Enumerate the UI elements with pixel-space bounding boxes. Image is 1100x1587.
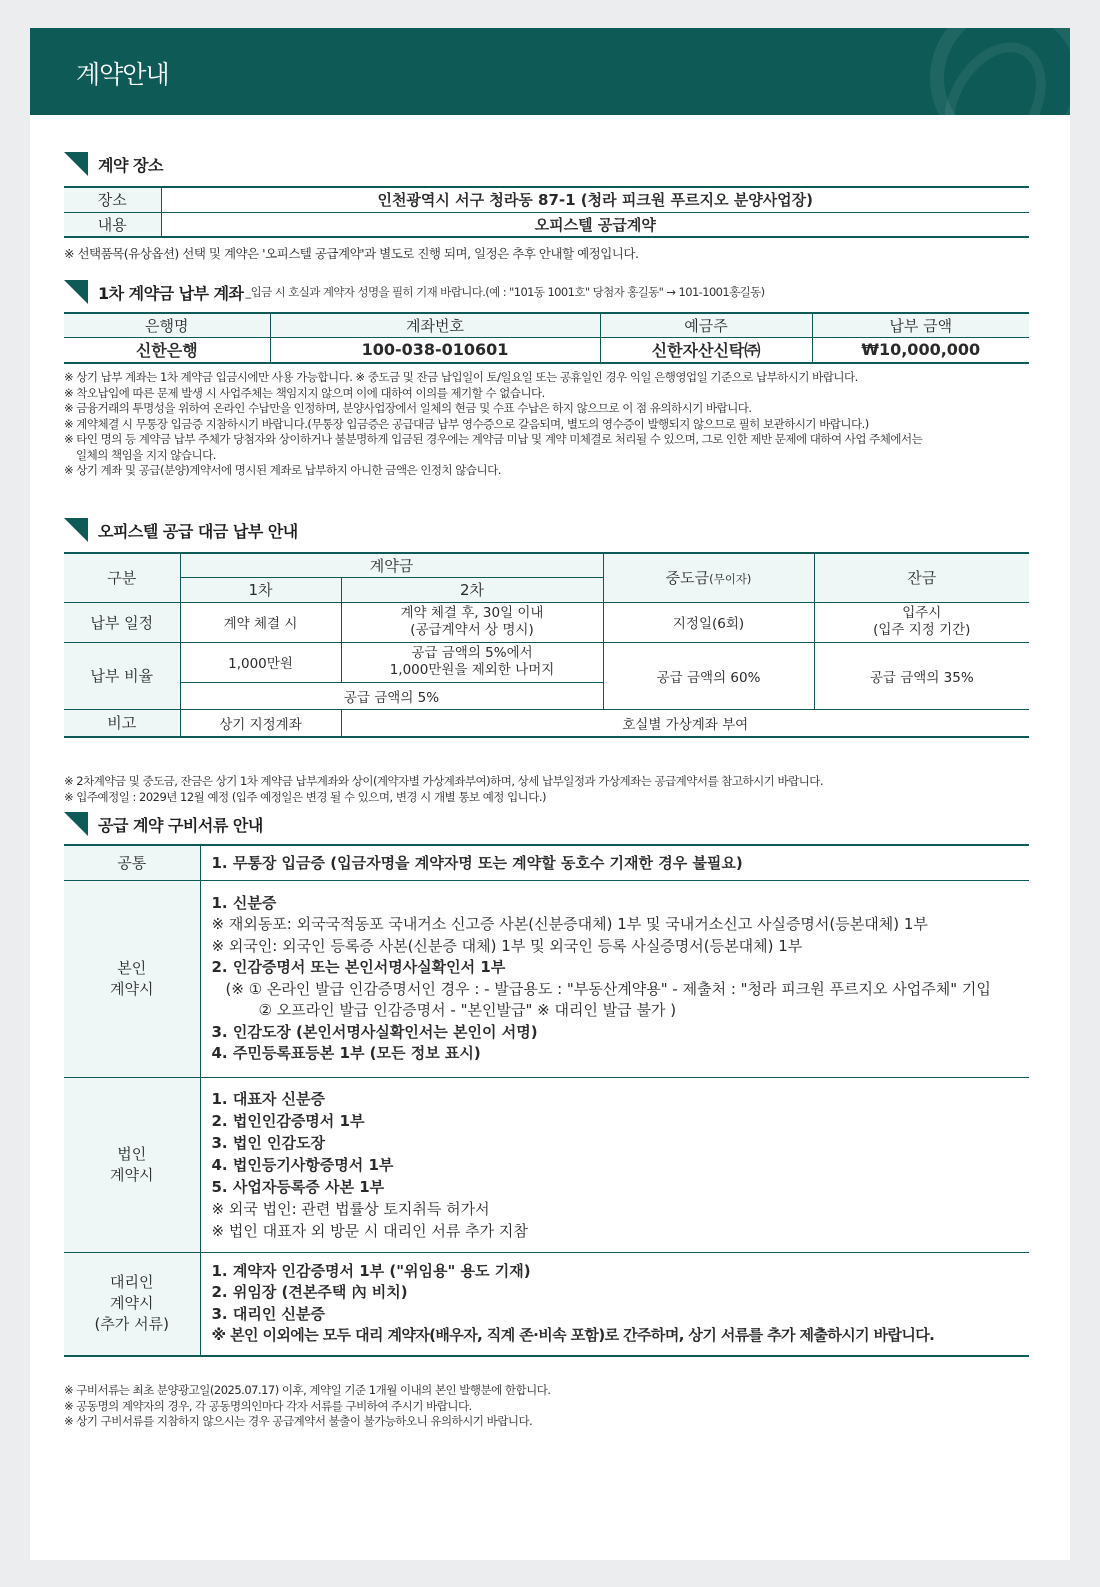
payment-ratio-middle: 공급 금액의 60% bbox=[603, 642, 814, 709]
location-table bbox=[64, 186, 1029, 238]
contract-info-page bbox=[30, 28, 1070, 1560]
payment-remark-first: 상기 지정계좌 bbox=[180, 709, 341, 737]
section-marker-icon bbox=[64, 812, 88, 836]
section-marker-icon bbox=[64, 280, 88, 304]
payment-header-middle: 중도금(무이자) bbox=[603, 553, 814, 602]
documents-common-value: 1. 무통장 입금증 (입금자명을 계약자명 또는 계약할 동호수 기재한 경우 불필요) bbox=[200, 845, 1029, 880]
documents-notes: ※ 구비서류는 최초 분양광고일(2025.07.17) 이후, 계약일 기준 1개월 이내의 본인 발행분에 한합니다. ※ 공동명의 계약자의 경우, 각 공동명의인마다 각자 서류를 구비하여 주시기 바랍니다. ※ 상기 구비서류를 지참하지 않으시는 경우 공급계약서 불출이 불가능하오니 유의하시기 바랍니다. bbox=[64, 1383, 551, 1428]
location-note: ※ 선택품목(유상옵션) 선택 및 계약은 '오피스텔 공급계약'과 별도로 진행 되며, 일정은 추후 안내할 예정입니다. bbox=[64, 246, 639, 261]
payment-schedule-first: 계약 체결 시 bbox=[180, 602, 341, 642]
section-title-account: 1차 계약금 납부 계좌 _입금 시 호실과 계약자 성명을 필히 기재 바랍니다.(예 : "101동 1001호" 당첨자 홍길동" → 101-1001홍길동) bbox=[64, 280, 765, 304]
section-marker-icon bbox=[64, 152, 88, 176]
account-header-holder: 예금주 bbox=[600, 313, 812, 337]
location-label: 장소 bbox=[64, 187, 161, 212]
payment-schedule-middle: 지정일(6회) bbox=[603, 602, 814, 642]
payment-ratio-contract-total: 공급 금액의 5% bbox=[180, 682, 603, 709]
content-label: 내용 bbox=[64, 212, 161, 237]
payment-header-balance: 잔금 bbox=[814, 553, 1029, 602]
account-instruction: _입금 시 호실과 계약자 성명을 필히 기재 바랍니다.(예 : "101동 1001호" 당첨자 홍길동" → 101-1001홍길동) bbox=[245, 285, 765, 299]
section-title-payment: 오피스텔 공급 대금 납부 안내 bbox=[64, 518, 298, 542]
section-marker-icon bbox=[64, 518, 88, 542]
payment-ratio-first: 1,000만원 bbox=[180, 642, 341, 682]
account-header-bank: 은행명 bbox=[64, 313, 270, 337]
payment-remark-label: 비고 bbox=[64, 709, 180, 737]
documents-table-wrap bbox=[64, 844, 1029, 1357]
page-title: 계약안내 bbox=[76, 60, 169, 89]
account-header-number: 계좌번호 bbox=[270, 313, 600, 337]
documents-corp-list: 1. 대표자 신분증 2. 법인인감증명서 1부 3. 법인 인감도장 4. 법인등기사항증명서 1부 5. 사업자등록증 사본 1부 ※ 외국 법인: 관련 법률상 토지취득 허가서 ※ 법인 대표자 외 방문 시 대리인 서류 추가 지참 bbox=[200, 1077, 1029, 1252]
content-value: 오피스텔 공급계약 bbox=[161, 212, 1029, 237]
payment-header-contract: 계약금 bbox=[180, 553, 603, 577]
page-header bbox=[30, 28, 1070, 115]
documents-self-list: 1. 신분증 ※ 재외동포: 외국국적동포 국내거소 신고증 사본(신분증대체) 1부 및 국내거소신고 사실증명서(등본대체) 1부 ※ 외국인: 외국인 등록증 사본(신분증 대체) 1부 및 외국인 등록 사실증명서(등본대체) 1부 2. 인감증명서 또는 본인서명사실확인서 1부 (※ ① 온라인 발급 인감증명서인 경우 : - 발급용도 : "부동산계약용" - 제출처 : "청라 피크원 푸르지오 사업주체" 기입 ② 오프라인 발급 인감증명서 - "본인발급" ※ 대리인 발급 불가 ) 3. 인감도장 (본인서명사실확인서는 본인이 서명) 4. 주민등록표등본 1부 (모든 정보 표시) bbox=[200, 880, 1029, 1077]
payment-header-first: 1차 bbox=[180, 577, 341, 602]
documents-agent-label: 대리인 계약시 (추가 서류) bbox=[64, 1252, 200, 1356]
account-number: 100-038-010601 bbox=[270, 337, 600, 363]
account-bank: 신한은행 bbox=[64, 337, 270, 363]
documents-agent-list: 1. 계약자 인감증명서 1부 ("위임용" 용도 기재) 2. 위임장 (견본주택 內 비치) 3. 대리인 신분증 ※ 본인 이외에는 모두 대리 계약자(배우자, 직계 존·비속 포함)로 간주하며, 상기 서류를 추가 제출하시기 바랍니다. bbox=[200, 1252, 1029, 1356]
account-amount: ₩10,000,000 bbox=[812, 337, 1029, 363]
payment-notes: ※ 2차계약금 및 중도금, 잔금은 상기 1차 계약금 납부계좌와 상이(계약자별 가상계좌부여)하며, 상세 납부일정과 가상계좌는 공급계약서를 참고하시기 바랍니다. ※ 입주예정일 : 2029년 12월 예정 (입주 예정일은 변경 될 수 있으며, 변경 시 개별 통보 예정 입니다.) bbox=[64, 774, 824, 804]
account-header-amount: 납부 금액 bbox=[812, 313, 1029, 337]
account-notes: ※ 상기 납부 계좌는 1차 계약금 입금시에만 사용 가능합니다. ※ 중도금 및 잔금 납입일이 토/일요일 또는 공휴일인 경우 익일 은행영업일 기준으로 납부하시기 바랍니다. ※ 착오납입에 따른 문제 발생 시 사업주체는 책임지지 않으며 이에 대하여 이의를 제기할 수 없습니다. ※ 금융거래의 투명성을 위하여 온라인 수납만을 인정하며, 분양사업장에서 일체의 현금 및 수표 수납은 하지 않으므로 이 점 유의하시기 바랍니다. ※ 계약체결 시 무통장 입금증 지참하시기 바랍니다.(무통장 입금증은 공급대금 납부 영수증으로 갈음되며, 별도의 영수증이 발행되지 않으므로 필히 보관하시기 바랍니다.) ※ 타인 명의 등 계약금 납부 주체가 당첨자와 상이하거나 불분명하게 입금된 경우에는 계약금 미납 및 계약 미체결로 처리될 수 있으며, 그로 인한 제반 문제에 대하여 사업 주체에서는 일체의 책임을 지지 않습니다. ※ 상기 계좌 및 공급(분양)계약서에 명시된 계좌로 납부하지 아니한 금액은 인정치 않습니다. bbox=[64, 370, 923, 477]
payment-ratio-label: 납부 비율 bbox=[64, 642, 180, 709]
location-value: 인천광역시 서구 청라동 87-1 (청라 피크원 푸르지오 분양사업장) bbox=[161, 187, 1029, 212]
payment-remark-rest: 호실별 가상계좌 부여 bbox=[341, 709, 1029, 737]
account-table-wrap bbox=[64, 312, 1029, 364]
documents-table bbox=[64, 844, 1029, 1357]
documents-common-label: 공통 bbox=[64, 845, 200, 880]
payment-schedule-second: 계약 체결 후, 30일 이내 (공급계약서 상 명시) bbox=[341, 602, 603, 642]
payment-header-second: 2차 bbox=[341, 577, 603, 602]
section-title-location: 계약 장소 bbox=[64, 152, 163, 176]
payment-schedule-label: 납부 일정 bbox=[64, 602, 180, 642]
payment-table-wrap bbox=[64, 552, 1029, 738]
payment-ratio-balance: 공급 금액의 35% bbox=[814, 642, 1029, 709]
account-table bbox=[64, 312, 1029, 364]
section-title-documents: 공급 계약 구비서류 안내 bbox=[64, 812, 263, 836]
payment-header-type: 구분 bbox=[64, 553, 180, 602]
location-table-wrap bbox=[64, 186, 1029, 238]
documents-self-label: 본인 계약시 bbox=[64, 880, 200, 1077]
payment-schedule-balance: 입주시 (입주 지정 기간) bbox=[814, 602, 1029, 642]
documents-corp-label: 법인 계약시 bbox=[64, 1077, 200, 1252]
payment-table bbox=[64, 552, 1029, 738]
payment-ratio-second: 공급 금액의 5%에서 1,000만원을 제외한 나머지 bbox=[341, 642, 603, 682]
account-holder: 신한자산신탁㈜ bbox=[600, 337, 812, 363]
